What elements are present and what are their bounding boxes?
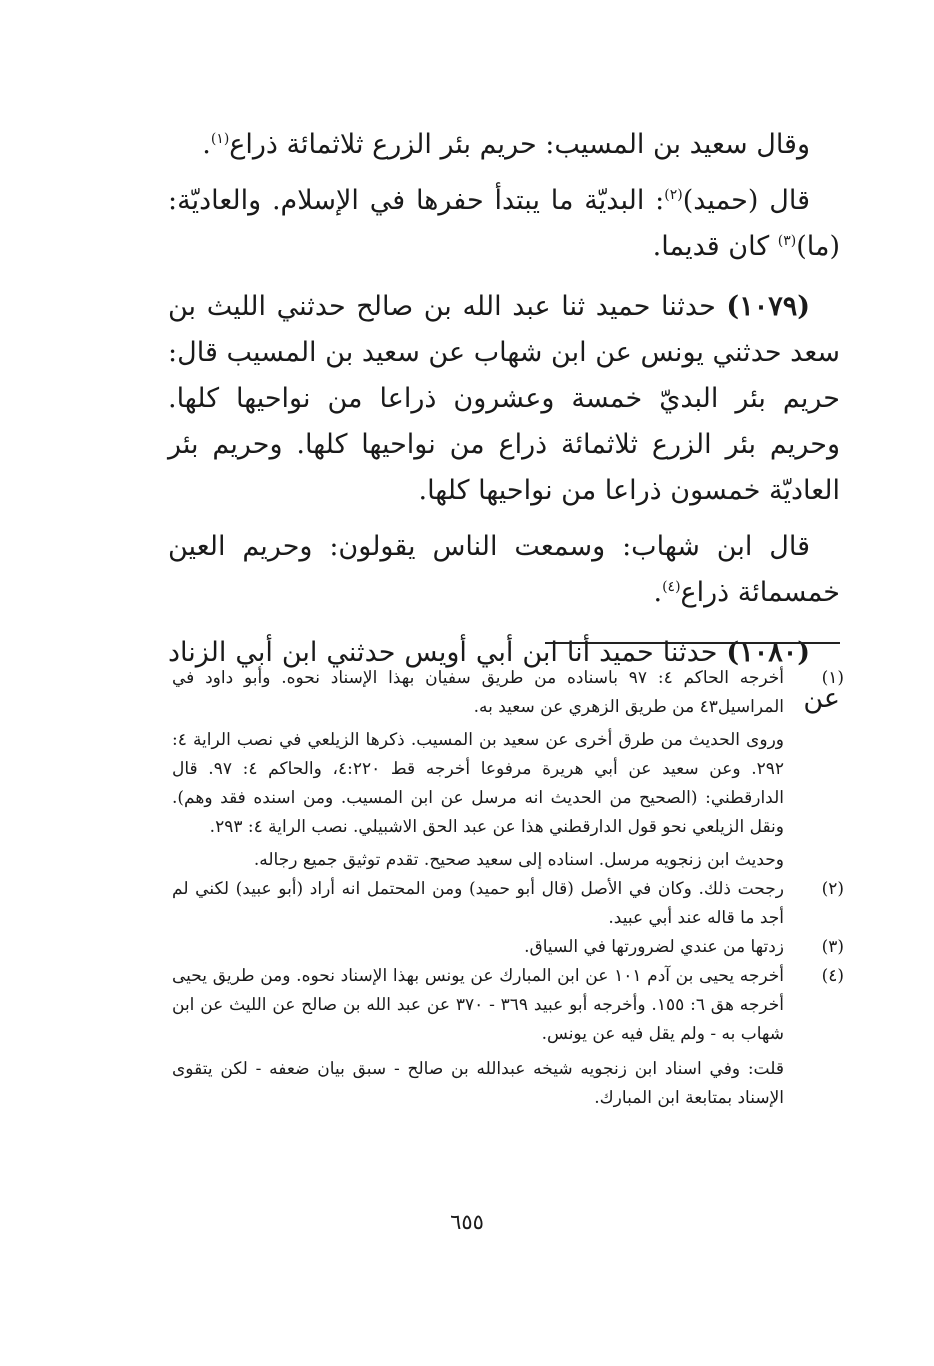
footnote-body [172,726,784,842]
paragraph-humaid-definition [168,178,840,270]
footnote-1 [172,664,844,722]
footnotes [172,664,844,1113]
footnote-1-continued-2 [172,846,844,875]
footnote-ref-2[interactable]: (٢) [664,187,683,203]
paragraph-text: قال ابن شهاب: وسمعت الناس يقولون: وحريم العين خمسمائة ذراع [168,531,840,608]
footnote-number: (٤) [821,966,844,986]
footnote-body [172,846,784,875]
paragraph-text: : البديّة ما يبتدأ حفرها في الإسلام. والعاديّة: (ما) [168,185,840,262]
footnote-text: قلت: وفي اسناد ابن زنجويه شيخه عبدالله بن صالح - سبق بيان ضعفه - لكن يتقوى الإسناد بمتابعة ابن المبارك. [172,1059,784,1108]
footnote-body [172,962,784,1049]
footnote-body [172,875,784,933]
footnote-text: رجحت ذلك. وكان في الأصل (قال أبو حميد) ومن المحتمل انه أراد (أبو عبيد) لكني لم أجد ما قاله عند أبي عبيد. [172,879,784,928]
footnote-number: (١) [821,668,844,688]
footnote-text: وحديث ابن زنجويه مرسل. اسناده إلى سعيد صحيح. تقدم توثيق جميع رجاله. [253,850,784,870]
paragraph-said-ibn-musayyib [168,122,840,168]
page-number: ٦٥٥ [450,1210,484,1234]
footnote-body [172,933,784,962]
footnote-body [172,1055,784,1113]
hadith-1079 [168,284,840,514]
footnote-ref-1[interactable]: (١) [210,131,230,147]
footnote-text: وروى الحديث من طرق أخرى عن سعيد بن المسيب. ذكرها الزيلعي في نصب الراية ٤: ٢٩٢. وعن سعيد عن أبي هريرة مرفوعا أخرجه قط ٤:٢٢٠، والحاكم ٤: ٩٧. قال الدارقطني: (الصحيح من الحديث انه مرسل عن ابن المسيب. ومن اسنده فقد وهم). ونقل الزيلعي نحو قول الدارقطني هذا عن عبد الحق الاشبيلي. نصب الراية ٤: ٢٩٣. [172,730,785,837]
footnote-4 [172,962,844,1049]
paragraph-ibn-shihab [168,524,840,616]
paragraph-end: . [202,129,211,160]
footnote-separator [545,642,840,644]
footnote-text: زدتها من عندي لضرورتها في السياق. [524,937,784,957]
footnote-ref-3[interactable]: (٣) [777,233,797,249]
footnote-text: أخرجه يحيى بن آدم ١٠١ عن ابن المبارك عن يونس بهذا الإسناد نحوه. ومن طريق يحيى أخرجه هق ٦: ١٥٥. وأخرجه أبو عبيد ٣٦٩ - ٣٧٠ عن عبد الله بن صالح عن الليث عن ابن شهاب به - ولم يقل فيه عن يونس. [172,966,785,1044]
footnote-text: أخرجه الحاكم ٤: ٩٧ باسناده من طريق سفيان بهذا الإسناد نحوه. وأبو داود في المراسيل٤٣ من طريق الزهري عن سعيد به. [172,668,784,717]
footnote-1-continued [172,726,844,842]
footnote-4-continued [172,1055,844,1113]
footnote-number: (٣) [821,937,844,957]
hadith-text: حدثنا حميد ثنا عبد الله بن صالح حدثني الليث بن سعد حدثني يونس عن ابن شهاب عن سعيد بن المسيب قال: حريم بئر البديّ خمسة وعشرون ذراعا من نواحيها كلها. وحريم بئر الزرع ثلاثمائة ذراع من نواحيها كلها. وحريم بئر العاديّة خمسون ذراعا من نواحيها كلها. [168,291,840,506]
paragraph-text: قال (حميد) [682,185,810,216]
footnote-body [172,664,784,722]
paragraph-end: . [653,577,663,608]
hadith-number: (١٠٧٩) [726,291,810,322]
main-text [168,122,840,732]
footnote-ref-4[interactable]: (٤) [662,579,681,595]
hadith-number: (١٠٨٠) [726,637,810,668]
footnote-3 [172,933,844,962]
footnote-number: (٢) [821,879,844,899]
footnote-2 [172,875,844,933]
paragraph-text: كان قديما. [652,231,778,262]
hadith-text: حدثنا حميد أنا ابن أبي أويس حدثني ابن أبي الزناد عن [168,637,840,714]
paragraph-text: وقال سعيد بن المسيب: حريم بئر الزرع ثلاثمائة ذراع [229,129,810,160]
